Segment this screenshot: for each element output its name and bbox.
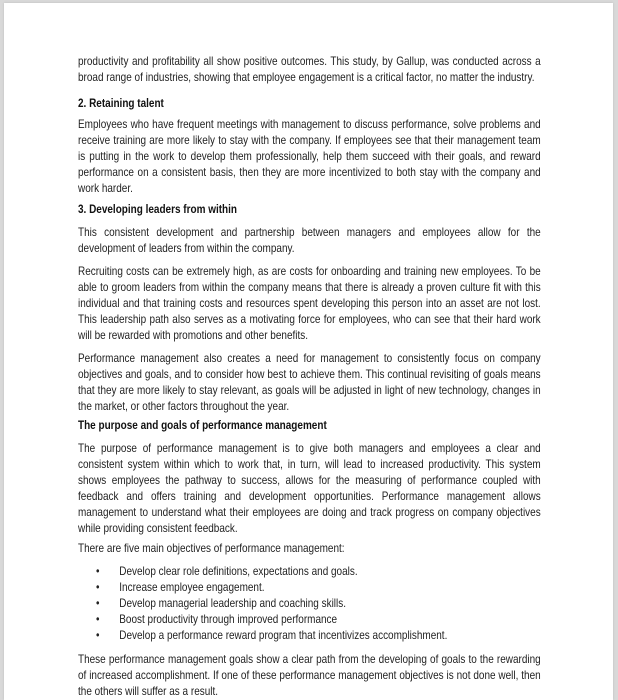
retaining-paragraph: Employees who have frequent meetings with management to discuss performance, solve problems and receive training are more likely to stay with the company. If employees see that their management team is putting in the work to develop them professionally, help them succeed with their goals, and reward performance on a consistent basis, then they are more incentivized to both stay with the company and work harder. <box>78 118 541 195</box>
bullet-icon: • <box>96 597 100 610</box>
list-item-text: Increase employee engagement. <box>119 581 265 594</box>
heading-purpose-goals: The purpose and goals of performance management <box>78 419 327 432</box>
objectives-intro: There are five main objectives of performance management: <box>78 542 345 555</box>
heading-developing-leaders: 3. Developing leaders from within <box>78 203 238 216</box>
closing-paragraph: These performance management goals show a clear path from the developing of goals to the rewarding of increased accomplishment. If one of these performance management objectives is not done well, then the others will suffer as a result. <box>78 653 541 698</box>
objectives-list <box>78 564 541 644</box>
performance-paragraph: Performance management also creates a need for management to consistently focus on company objectives and goals, and to consider how best to achieve them. This continual revisiting of goals means that they are more likely to stay relevant, as goals will be adjusted in light of new technology, changes in the market, or other factors throughout the year. <box>78 352 541 413</box>
list-item-text: Develop clear role definitions, expectations and goals. <box>119 565 358 578</box>
list-item-text: Develop a performance reward program that incentivizes accomplishment. <box>119 629 448 642</box>
heading-retaining-talent: 2. Retaining talent <box>78 97 164 110</box>
list-item <box>78 596 541 612</box>
document-page <box>4 3 613 700</box>
bullet-icon: • <box>96 629 100 642</box>
bullet-icon: • <box>96 565 100 578</box>
recruiting-paragraph: Recruiting costs can be extremely high, as are costs for onboarding and training new employees. To be able to groom leaders from within the company means that there is already a proven culture fit with this individual and that training costs and resources spent developing this person into an asset are not lost. This leadership path also serves as a motivating force for employees, who can see that their hard work will be rewarded with promotions and other benefits. <box>78 265 541 342</box>
list-item <box>78 564 541 580</box>
bullet-icon: • <box>96 581 100 594</box>
developing-paragraph: This consistent development and partnership between managers and employees allow for the development of leaders from within the company. <box>78 226 541 255</box>
purpose-paragraph: The purpose of performance management is to give both managers and employees a clear and consistent system within which to work that, in turn, will lead to increased productivity. This system shows employees the pathway to success, allows for the measuring of performance coupled with feedback and offers training and development opportunities. Performance management allows management to understand what their employees are doing and track progress on company objectives while providing consistent feedback. <box>78 442 541 535</box>
list-item-text: Boost productivity through improved performance <box>119 613 338 626</box>
intro-paragraph: productivity and profitability all show positive outcomes. This study, by Gallup, was conducted across a broad range of industries, showing that employee engagement is a critical factor, no matter the industry. <box>78 55 541 84</box>
bullet-icon: • <box>96 613 100 626</box>
list-item <box>78 580 541 596</box>
list-item <box>78 628 541 644</box>
list-item <box>78 612 541 628</box>
list-item-text: Develop managerial leadership and coaching skills. <box>119 597 346 610</box>
